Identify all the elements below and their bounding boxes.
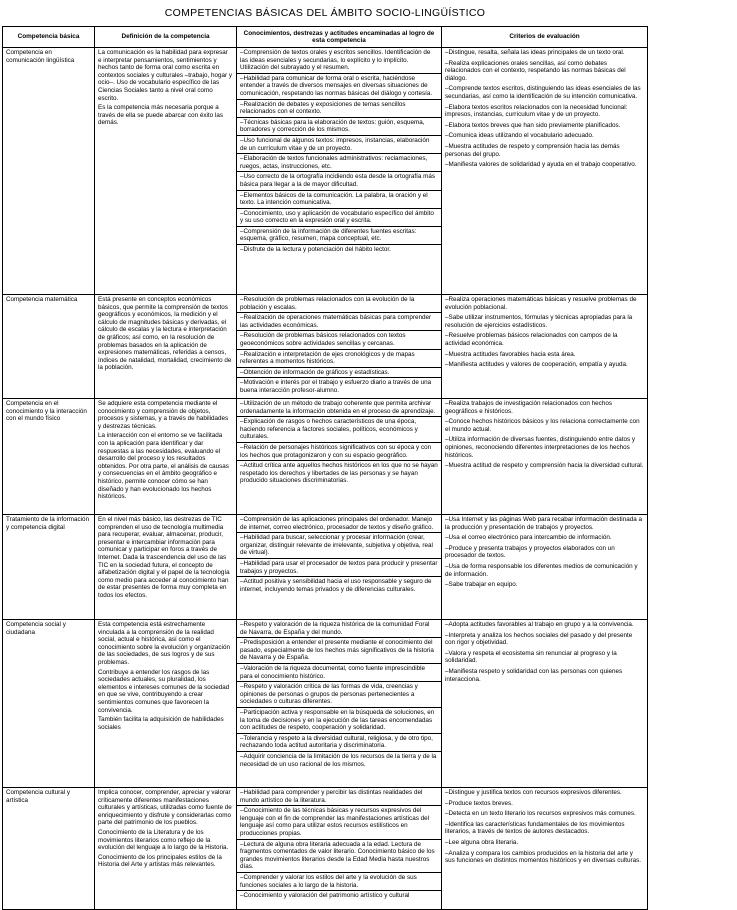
- conocimiento-item: –Elementos básicos de la comunicación. La palabra, la oración y el texto. La intención comunicativa.: [237, 192, 441, 209]
- conocimientos-cell: [237, 788, 442, 910]
- definicion-paragraph: Conocimiento de la Literatura y de los movimientos literarios como reflejo de la evolución del lenguaje a lo largo de la Historia.: [98, 828, 229, 852]
- definicion-cell: [95, 399, 237, 515]
- conocimiento-item: –Comprender y valorar los estilos del arte y la evolución de sus funciones sociales a lo largo de la historia.: [237, 874, 441, 891]
- conocimiento-item: –Adquirir conciencia de la limitación de los recursos de la tierra y de la necesidad de un uso racional de los mismos.: [240, 752, 437, 768]
- table-body: [3, 48, 648, 910]
- definicion-paragraph: La interacción con el entorno se ve facilitada con la aplicación para identificar y dar respuestas a las necesidades, evaluando el desarrollo del proceso y los resultados obtenidos. Por otra parte, el análisis de causas y consecuencias en el ámbito geográfico e histórico, permite conocer cómo se han diseñado y han evolucionado los hechos históricos.: [98, 432, 229, 501]
- header-criterios: Criterios de evaluación: [442, 27, 648, 48]
- definicion-cell: [95, 788, 237, 910]
- conocimiento-item: –Comprensión de las aplicaciones principales del ordenador. Manejo de internet, correo electrónico, procesador de textos y diseño gráfico.: [237, 516, 441, 533]
- conocimiento-item: –Explicación de rasgos o hechos característicos de una época, haciendo referencia a factores sociales, políticos, económicos y culturales.: [237, 418, 441, 443]
- conocimiento-item: –Respeto y valoración de la riqueza histórica de la comunidad Foral de Navarra, de España y del mundo.: [237, 621, 441, 638]
- criterio-item: –Conoce hechos históricos básicos y los relaciona correctamente con el mundo actual.: [445, 418, 640, 433]
- conocimiento-item: –Conocimiento y valoración del patrimonio artístico y cultural: [240, 892, 410, 900]
- conocimiento-item: –Comprensión de la información de diferentes fuentes escritas: esquema, gráfico, resumen, mapa conceptual, etc.: [237, 228, 441, 245]
- criterios-cell: [442, 620, 648, 788]
- conocimiento-item: –Conocimiento de las técnicas básicas y recursos expresivos del lenguaje con el fin de comprender las manifestaciones artísticas del lenguaje así como para utilizar estos recursos estilísticos en producciones propias.: [237, 807, 441, 839]
- definicion-paragraph: También facilita la adquisición de habilidades sociales: [98, 716, 224, 731]
- conocimiento-item: –Relación de personajes históricos significativos con su época y con los hechos que protagonizaron y con su espacio geográfico.: [237, 444, 441, 461]
- conocimiento-item: –Participación activa y responsable en la búsqueda de soluciones, en la toma de decisiones y en la ejecución de las tareas encomendadas con actitudes de respeto, cooperación y solidaridad.: [237, 709, 441, 734]
- conocimiento-item: –Motivación e interés por el trabajo y esfuerzo diario a través de una buena interacción profesor-alumno.: [240, 379, 432, 394]
- conocimiento-item: –Habilidad para buscar, seleccionar y procesar información (crear, organizar, distinguir relevante de irrelevante, subjetiva y objetiva, real de virtual).: [237, 534, 441, 559]
- criterio-item: –Lee alguna obra literaria.: [445, 838, 519, 846]
- conocimiento-item: –Uso correcto de la ortografía incidiendo esta desde la ortografía más básica para llegar a la de mayor dificultad.: [237, 173, 441, 190]
- conocimiento-item: –Realización de debates y exposiciones de temas sencillos relacionados con el contexto.: [237, 101, 441, 118]
- criterio-item: –Usa Internet y las páginas Web para recabar información destinada a la producción y presentación de trabajos y proyectos.: [445, 516, 642, 531]
- conocimiento-item: –Actitud crítica ante aquellos hechos históricos en los que no se hayan respetado los derechos y libertades de las personas y se hayan producido situaciones discriminatorias.: [240, 462, 438, 485]
- definicion-paragraph: Está presente en conceptos económicos básicos, que permite la comprensión de textos geográficos y económicos, la medición y el cálculo de magnitudes básicas y derivadas, el cálculo de escalas y la lectura e interpretación de gráficos; así como, en la resolución de problemas basados en la aplicación de expresiones matemáticas, referidas a censos, índices de natalidad, mortalidad, crecimiento de la población.: [98, 296, 232, 372]
- definicion-paragraph: Es la competencia más necesaria porque a través de ella se puede abarcar con éxito las demás.: [98, 104, 223, 127]
- conocimiento-item: –Conocimiento, uso y aplicación de vocabulario específico del ámbito y su uso correcto en la expresión oral y escrita.: [237, 210, 441, 227]
- conocimiento-item: –Elaboración de textos funcionales administrativos: reclamaciones, ruegos, actas, instrucciones, etc.: [237, 155, 441, 172]
- definicion-cell: [95, 620, 237, 788]
- page-title: COMPETENCIAS BÁSICAS DEL ÁMBITO SOCIO-LINGÜÍSTICO: [164, 7, 486, 19]
- criterio-item: –Comunica ideas utilizando el vocabulario adecuado.: [445, 132, 594, 140]
- definicion-paragraph: En el nivel más básico, las destrezas de TIC comprenden el uso de tecnología multimedia para recuperar, evaluar, almacenar, producir, presentar e intercambiar información para comunicar y participar en foros a través de Internet. Dada la trascendencia del uso de las TIC en la sociedad futura, el concepto de alfabetización digital y el papel de la tecnología como medio para acceder al conocimiento han de estar presentes de forma muy completa en todos los efectos.: [98, 516, 230, 599]
- definicion-cell: [95, 515, 237, 620]
- criterio-item: –Manifiesta actitudes y valores de cooperación, empatía y ayuda.: [445, 361, 628, 369]
- criterio-item: –Elabora textos breves que han sido previamente planificados.: [445, 121, 621, 129]
- conocimiento-item: –Realización de operaciones matemáticas básicas para comprender las actividades económicas.: [237, 314, 441, 331]
- criterio-item: –Usa de forma responsable los diferentes medios de comunicación y de información.: [445, 562, 638, 578]
- criterio-item: –Identifica las características fundamentales de los movimientos literarios, a través de textos de autores destacados.: [445, 820, 625, 836]
- definicion-cell: [95, 295, 237, 399]
- conocimiento-item: –Obtención de información de gráficos y estadísticas.: [237, 369, 441, 379]
- criterio-item: –Analiza y compara los cambios producidos en la historia del arte y sus funciones en distintos momentos históricos y en diversas culturas.: [445, 849, 641, 865]
- criterio-item: –Sabe trabajar en equipo.: [445, 581, 518, 589]
- conocimiento-item: –Comprensión de textos orales y escritos sencillos. Identificación de las ideas esenciales y secundarias, lo explícito y lo implícito. Utilización del subrayado y el resumen.: [237, 49, 441, 74]
- definicion-paragraph: Contribuye a entender los rasgos de las sociedades actuales, su pluralidad, los elementos e intereses comunes de la sociedad en que se vive, contribuyendo a crear sentimientos comunes que favorecen la convivencia.: [98, 668, 230, 714]
- criterios-cell: [442, 515, 648, 620]
- table-row: [3, 788, 648, 910]
- definicion-paragraph: La comunicación es la habilidad para expresar e interpretar pensamientos, sentimientos y hechos tanto de forma oral como escrita en contextos sociales y culturales –trabajo, hogar y ocio–. Uso de vocabulario específico de las Ciencias Sociales tanto a nivel oral como escrito.: [98, 49, 233, 102]
- competencia-name-cell: Competencia en el conocimiento y la interacción con el mundo físico: [3, 399, 95, 515]
- conocimiento-item: –Técnicas básicas para la elaboración de textos: guión, esquema, borradores y corrección de los mismos.: [237, 119, 441, 136]
- criterio-item: –Manifiesta respeto y solidaridad con las personas con quienes interacciona.: [445, 667, 623, 683]
- criterio-item: –Elabora textos escritos relacionados con la necesidad funcional: impresos, instancias, currículum vitae y de un proyecto.: [445, 103, 628, 119]
- criterio-item: –Realiza trabajos de investigación relacionados con hechos geográficos e históricos.: [445, 400, 612, 415]
- header-conocimientos: Conocimientos, destrezas y actitudes encaminadas al logro de esta competencia: [237, 27, 442, 48]
- criterio-item: –Sabe utilizar instrumentos, fórmulas y técnicas apropiadas para la resolución de ejercicios estadísticos.: [445, 314, 633, 329]
- competencia-name-cell: Competencia matemática: [3, 295, 95, 399]
- criterio-item: –Interpreta y analiza los hechos sociales del pasado y del presente con rigor y objetividad.: [445, 631, 633, 647]
- criterio-item: –Realiza explicaciones orales sencillas, así como debates relacionados con el contexto, respetando las normas básicas del diálogo.: [445, 59, 626, 82]
- definicion-paragraph: Implica conocer, comprender, apreciar y valorar críticamente diferentes manifestaciones culturales y artísticas, utilizadas como fuente de enriquecimiento y disfrute y considerarlas como parte del patrimonio de los pueblos.: [98, 789, 232, 827]
- conocimiento-item: –Utilización de un método de trabajo coherente que permita archivar ordenadamente la información obtenida en el proceso de aprendizaje.: [237, 400, 441, 417]
- conocimientos-cell: [237, 48, 442, 295]
- criterio-item: –Valora y respeta el ecosistema sin renunciar al progreso y la solidaridad.: [445, 649, 617, 665]
- conocimiento-item: –Actitud positiva y sensibilidad hacia el uso responsable y seguro de internet, incluyendo temas privados y de diferencias culturales.: [240, 578, 432, 593]
- header-row: [3, 27, 648, 48]
- criterio-item: –Distingue, resalta, señala las ideas principales de un texto oral.: [445, 49, 625, 56]
- conocimiento-item: –Resolución de problemas relacionados con la evolución de la población y escalas.: [237, 296, 441, 313]
- criterios-cell: [442, 295, 648, 399]
- header-competencia: Competencia básica: [3, 27, 95, 48]
- conocimiento-item: –Habilidad para usar el procesador de textos para producir y presentar trabajos y proyectos.: [237, 560, 441, 577]
- criterio-item: –Produce y presenta trabajos y proyectos elaborados con un procesador de textos.: [445, 544, 615, 560]
- criterio-item: –Produce textos breves.: [445, 799, 513, 807]
- conocimiento-item: –Realización e interpretación de ejes cronológicos y de mapas referentes a momentos históricos.: [237, 351, 441, 368]
- table-row: [3, 515, 648, 620]
- criterio-item: –Usa el correo electrónico para intercambio de información.: [445, 534, 612, 542]
- competencia-name-cell: Tratamiento de la información y competencia digital: [3, 515, 95, 620]
- criterios-cell: [442, 48, 648, 295]
- criterio-item: –Comprende textos escritos, distinguiendo las ideas esenciales de las secundarias, así como la identificación de su intención comunicativa.: [445, 85, 641, 100]
- definicion-paragraph: Esta competencia está estrechamente vinculada a la comprensión de la realidad social, actual e histórica, así como el conocimiento sobre la evolución y organización de las sociedades, de sus logros y de sus problemas.: [98, 621, 230, 666]
- conocimientos-cell: [237, 295, 442, 399]
- conocimiento-item: –Disfrute de la lectura y potenciación del hábito lector.: [240, 246, 391, 254]
- conocimiento-item: –Respeto y valoración crítica de las formas de vida, creencias y opiniones de personas o grupos de personas pertenecientes a sociedades o culturas diferentes.: [237, 683, 441, 708]
- criterio-item: –Utiliza información de diversas fuentes, distinguiendo entre datos y opiniones, reconociendo diferentes interpretaciones de los hechos históricos.: [445, 436, 636, 459]
- conocimiento-item: –Habilidad para comprender y percibir las distintas realidades del mundo artístico de la literatura.: [237, 789, 441, 806]
- competencia-name-cell: Competencia en comunicación lingüística: [3, 48, 95, 295]
- competencia-name-cell: Competencia cultural y artística: [3, 788, 95, 910]
- criterios-cell: [442, 399, 648, 515]
- conocimiento-item: –Lectura de alguna obra literaria adecuada a la edad. Lectura de fragmentos comentados de valor literario. Conocimiento básico de los grandes movimientos literarios desde la Edad Media hasta nuestros días.: [237, 841, 441, 873]
- conocimiento-item: –Predisposición a entender el presente mediante el conocimiento del pasado, especialmente de los hechos más significativos de la historia de Navarra y de España.: [237, 639, 441, 664]
- conocimiento-item: –Resolución de problemas básicos relacionados con textos geoeconómicos sobre actividades sencillas y cercanas.: [237, 332, 441, 349]
- conocimientos-cell: [237, 399, 442, 515]
- criterio-item: –Distingue y justifica textos con recursos expresivos diferentes.: [445, 789, 622, 796]
- table-row: [3, 295, 648, 399]
- criterio-item: –Detecta en un texto literario los recursos expresivos más comunes.: [445, 810, 636, 818]
- criterios-cell: [442, 788, 648, 910]
- definicion-paragraph: Se adquiere esta competencia mediante el conocimiento y comprensión de objetos, procesos y sistemas, y a través de habilidades y destrezas técnicas.: [98, 400, 229, 430]
- conocimiento-item: –Uso funcional de algunos textos: impresos, instancias, elaboración de un currículum vitae y de un proyecto.: [237, 137, 441, 154]
- criterio-item: –Manifiesta valores de solidaridad y ayuda en el trabajo cooperativo.: [445, 161, 637, 169]
- conocimiento-item: –Habilidad para comunicar de forma oral o escrita, haciéndose entender a través de diversos mensajes en diversas situaciones de comunicación, respetando las normas básicas del diálogo y cortesía.: [237, 75, 441, 100]
- conocimiento-item: –Tolerancia y respeto a la diversidad cultural, religiosa, y de otro tipo, rechazando toda actitud autoritaria y discriminatoria.: [237, 735, 441, 752]
- criterio-item: –Realiza operaciones matemáticas básicas y resuelve problemas de evolución poblacional.: [445, 296, 637, 311]
- header-definicion: Definición de la competencia: [95, 27, 237, 48]
- criterio-item: –Muestra actitud de respeto y comprensión hacia la diversidad cultural.: [445, 462, 644, 470]
- conocimientos-cell: [237, 620, 442, 788]
- conocimiento-item: –Valoración de la riqueza documental, como fuente imprescindible para el conocimiento histórico.: [237, 665, 441, 682]
- criterio-item: –Resuelve problemas básicos relacionados con campos de la actividad económica.: [445, 332, 618, 347]
- definicion-paragraph: Conocimiento de los principales estilos de la Historia del Arte y artistas más relevantes.: [98, 853, 222, 869]
- table-row: [3, 48, 648, 295]
- criterio-item: –Muestra actitudes favorables hacia esta área.: [445, 350, 576, 358]
- table-row: [3, 399, 648, 515]
- criterio-item: –Adopta actitudes favorables al trabajo en grupo y a la convivencia.: [445, 621, 634, 628]
- competencias-table: [2, 26, 648, 910]
- definicion-cell: [95, 48, 237, 295]
- competencia-name-cell: Competencia social y ciudadana: [3, 620, 95, 788]
- conocimientos-cell: [237, 515, 442, 620]
- table-row: [3, 620, 648, 788]
- criterio-item: –Muestra actitudes de respeto y comprensión hacia las demás personas del grupo.: [445, 142, 620, 158]
